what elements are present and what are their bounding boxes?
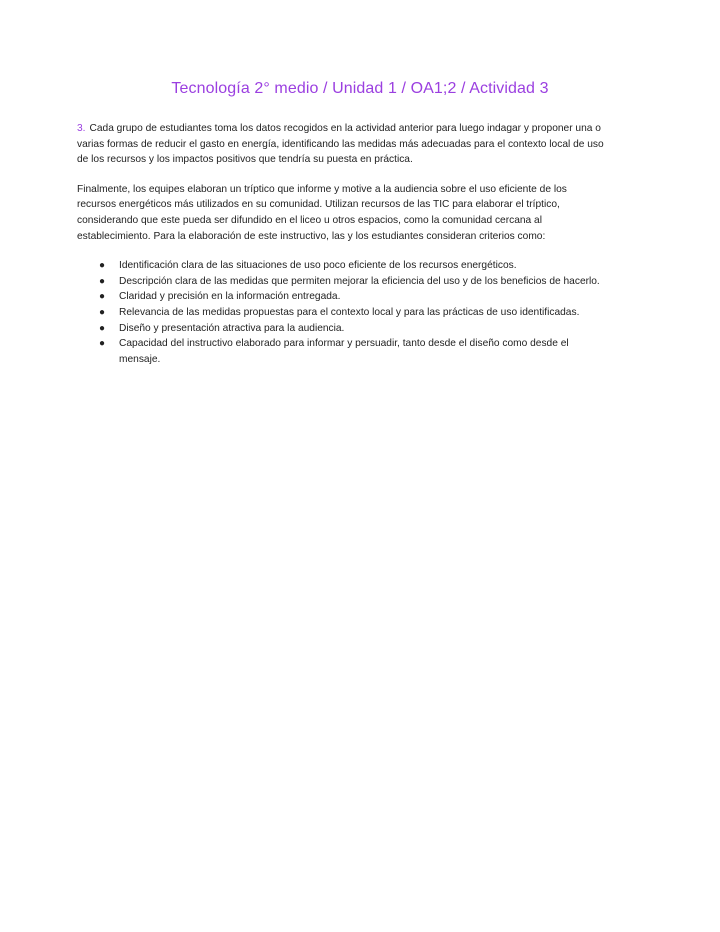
list-item: ● Claridad y precisión en la información entregada. — [77, 289, 607, 305]
list-item: ● Identificación clara de las situaciones de uso poco eficiente de los recursos energéticos. — [77, 258, 607, 274]
instruction-paragraph-2: Finalmente, los equipes elaboran un tríptico que informe y motive a la audiencia sobre el uso eficiente de los recursos energéticos más utilizados en su comunidad. Utilizan recursos de las TIC para elaborar el tríptico, considerando que este pueda ser difundido en el liceo u otros espacios, como la comunidad cercana al establecimiento. Para la elaboración de este instructivo, las y los estudiantes consideran criterios como: — [77, 183, 567, 242]
bullet-icon: ● — [99, 260, 106, 272]
list-item: ● Relevancia de las medidas propuestas para el contexto local y para las prácticas de uso identificadas. — [77, 305, 607, 321]
page-title: Tecnología 2° medio / Unidad 1 / OA1;2 / Actividad 3 — [171, 80, 549, 97]
bullet-icon: ● — [99, 322, 106, 334]
instruction-paragraph-1 — [77, 121, 607, 168]
list-item: ● Capacidad del instructivo elaborado para informar y persuadir, tanto desde el diseño como desde el mensaje. — [99, 338, 569, 365]
bullet-icon: ● — [99, 306, 106, 318]
bullet-icon: ● — [99, 338, 106, 350]
list-item: ● Diseño y presentación atractiva para la audiencia. — [77, 321, 607, 337]
item-number: 3. — [77, 123, 86, 134]
bullet-icon: ● — [99, 275, 106, 287]
bullet-icon: ● — [99, 291, 106, 303]
list-item: ● Descripción clara de las medidas que permiten mejorar la eficiencia del uso y de los beneficios de hacerlo. — [77, 274, 607, 290]
activity-content — [77, 121, 607, 367]
paragraph-1-text: Cada grupo de estudiantes toma los datos recogidos en la actividad anterior para luego indagar y proponer una o varias formas de reducir el gasto en energía, identificando las medidas más adecuadas para el contexto local de uso de los recursos y los impactos positivos que tendría su puesta en práctica. — [77, 123, 604, 166]
criteria-list — [77, 258, 607, 367]
